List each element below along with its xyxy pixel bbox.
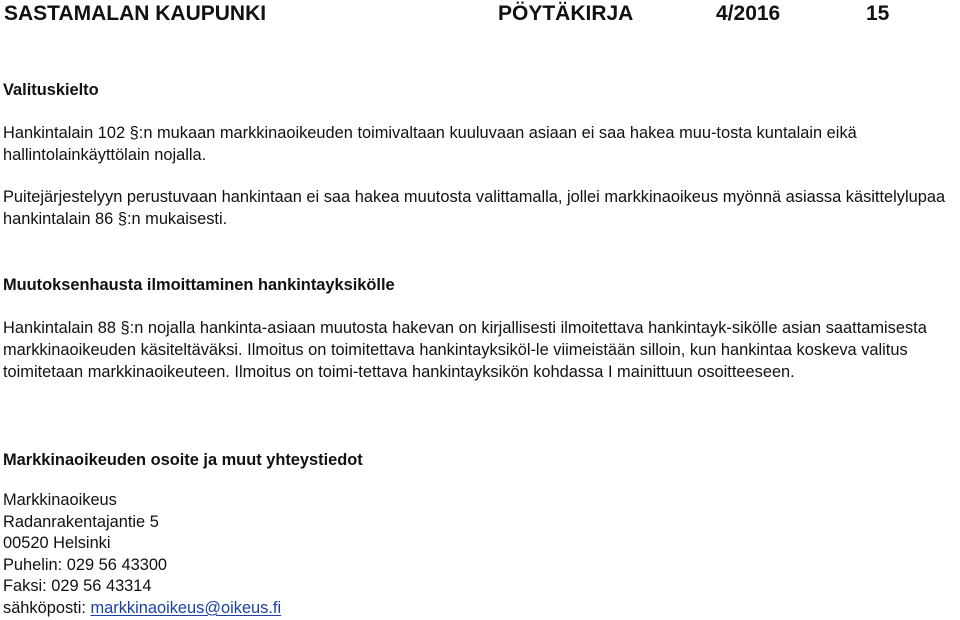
paragraph-appeal-ban-1: Hankintalain 102 §:n mukaan markkinaoikeuden toimivaltaan kuuluvaan asiaan ei saa hakea muu-tosta kuntalain eikä hallintolainkäyttölain nojalla. xyxy=(3,124,857,164)
email-line xyxy=(3,598,958,620)
page-header xyxy=(0,2,960,28)
document-number: 4/2016 xyxy=(716,2,781,25)
contact-details xyxy=(3,490,958,619)
fax-number: Faksi: 029 56 43314 xyxy=(3,577,152,595)
email-label: sähköposti: xyxy=(3,598,86,617)
organization-name: SASTAMALAN KAUPUNKI xyxy=(4,2,267,25)
section-heading-notification: Muutoksenhausta ilmoittaminen hankintayksikölle xyxy=(3,276,395,294)
paragraph-appeal-ban-2: Puitejärjestelyyn perustuvaan hankintaan ei saa hakea muutosta valittamalla, jollei markkinaoikeus myönnä asiassa käsittelylupaa hankintalain 86 §:n mukaisesti. xyxy=(3,188,946,228)
street-address: Radanrakentajantie 5 xyxy=(3,512,159,531)
email-link[interactable]: markkinaoikeus@oikeus.fi xyxy=(90,598,282,617)
document-type: PÖYTÄKIRJA xyxy=(498,2,634,25)
section-heading-contact: Markkinaoikeuden osoite ja muut yhteystiedot xyxy=(3,451,363,469)
postal-address: 00520 Helsinki xyxy=(3,534,111,552)
phone-number: Puhelin: 029 56 43300 xyxy=(3,555,168,574)
page-number: 15 xyxy=(866,2,890,25)
paragraph-notification: Hankintalain 88 §:n nojalla hankinta-asiaan muutosta hakevan on kirjallisesti ilmoitettava hankintayk-sikölle asian saattamisesta markkinaoikeuden käsiteltäväksi. Ilmoitus on toimitettava hankintayksiköl-le viimeistään silloin, kun hankintaa koskeva valitus toimitetaan markkinaoikeuteen. Ilmoitus on toimi-tettava hankintayksikön kohdassa I mainittuun osoitteeseen. xyxy=(3,319,927,381)
section-heading-appeal-ban: Valituskielto xyxy=(3,81,99,99)
court-name: Markkinaoikeus xyxy=(3,491,117,509)
